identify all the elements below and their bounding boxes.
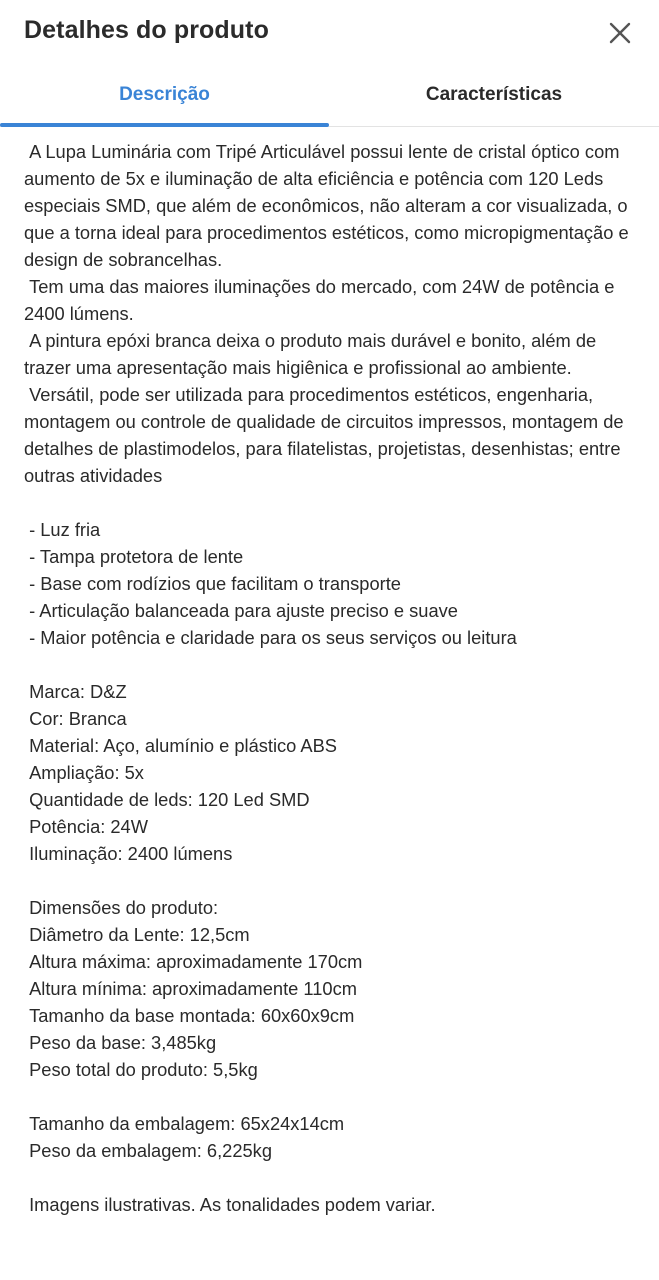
tab-caracteristicas[interactable]: Características [425, 84, 563, 105]
description-paragraph: Tem uma das maiores iluminações do mercado, com 24W de potência e 2400 lúmens. [24, 276, 620, 324]
spec-item: Marca: D&Z [24, 681, 127, 702]
spec-item: Potência: 24W [24, 816, 148, 837]
spec-item: Cor: Branca [24, 708, 127, 729]
description-paragraph: A Lupa Luminária com Tripé Articulável possui lente de cristal óptico com aumento de 5x e iluminação de alta eficiência e potência com 120 Leds especiais SMD, que além de econômicos, não alteram a cor visualizada, o que a torna ideal para procedimentos estéticos, como micropigmentação e design de sobrancelhas. [24, 141, 634, 270]
tab-bar [0, 64, 659, 127]
description-paragraph: A pintura epóxi branca deixa o produto mais durável e bonito, além de trazer uma apresentação mais higiênica e profissional ao ambiente. [24, 330, 602, 378]
spec-item: Quantidade de leds: 120 Led SMD [24, 789, 310, 810]
disclaimer-text: Imagens ilustrativas. As tonalidades podem variar. [24, 1194, 436, 1215]
spec-item: Iluminação: 2400 lúmens [24, 843, 233, 864]
spec-item: Material: Aço, alumínio e plástico ABS [24, 735, 337, 756]
dimension-item: Dimensões do produto: [24, 897, 219, 918]
spacer [24, 489, 636, 516]
dimension-item: Diâmetro da Lente: 12,5cm [24, 924, 250, 945]
spacer [24, 1083, 636, 1110]
dimension-item: Peso da base: 3,485kg [24, 1032, 217, 1053]
close-icon [608, 21, 632, 45]
spacer [24, 867, 636, 894]
spacer [24, 1164, 636, 1191]
tab-descricao[interactable]: Descrição [119, 84, 210, 105]
modal-title: Detalhes do produto [24, 16, 269, 44]
feature-item: - Maior potência e claridade para os seus serviços ou leitura [24, 627, 517, 648]
active-tab-indicator [0, 123, 329, 127]
dimension-item: Altura mínima: aproximadamente 110cm [24, 978, 357, 999]
description-paragraph: Versátil, pode ser utilizada para procedimentos estéticos, engenharia, montagem ou controle de qualidade de circuitos impressos, montagem de detalhes de plastimodelos, para filatelistas, projetistas, desenhistas; entre outras atividades [24, 384, 629, 486]
packaging-item: Peso da embalagem: 6,225kg [24, 1140, 272, 1161]
dimension-item: Altura máxima: aproximadamente 170cm [24, 951, 363, 972]
feature-item: - Base com rodízios que facilitam o transporte [24, 573, 401, 594]
feature-item: - Articulação balanceada para ajuste preciso e suave [24, 600, 458, 621]
dimension-item: Peso total do produto: 5,5kg [24, 1059, 258, 1080]
spec-item: Ampliação: 5x [24, 762, 144, 783]
feature-item: - Luz fria [24, 519, 101, 540]
packaging-item: Tamanho da embalagem: 65x24x14cm [24, 1113, 345, 1134]
feature-item: - Tampa protetora de lente [24, 546, 244, 567]
spacer [24, 651, 636, 678]
modal-header [0, 0, 659, 64]
dimension-item: Tamanho da base montada: 60x60x9cm [24, 1005, 355, 1026]
close-button[interactable] [603, 16, 637, 50]
product-description [24, 138, 636, 1218]
